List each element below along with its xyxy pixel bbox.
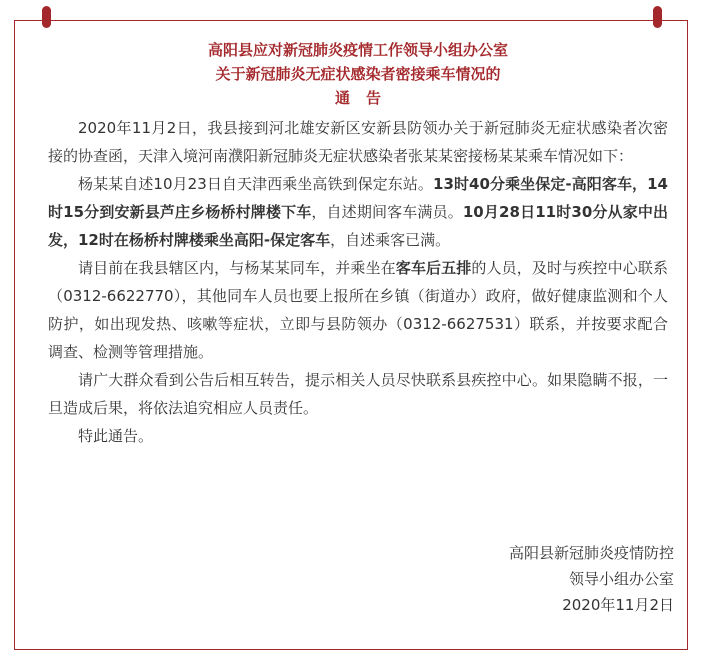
signature-block: [509, 540, 674, 618]
frame-pin-right: [653, 6, 662, 28]
p2-text-e: ，自述乘客已满。: [330, 231, 451, 249]
p3-text-a: 请目前在我县辖区内，与杨某某同车，并乘坐在: [78, 259, 396, 277]
p2-text-c: ，自述期间客车满员。: [311, 203, 463, 221]
signature-org-1: 高阳县新冠肺炎疫情防控: [508, 544, 674, 562]
title-notice: 通告: [334, 89, 397, 107]
title-line-1: 高阳县应对新冠肺炎疫情工作领导小组办公室: [207, 41, 508, 59]
paragraph-2: [48, 170, 668, 254]
p2-bold-b: 13时40分乘坐保定-高阳客车，14时15分到安新县芦庄乡杨桥村牌楼下车: [48, 175, 668, 221]
notice-content: [48, 38, 668, 450]
signature-org-2: 领导小组办公室: [568, 570, 674, 588]
signature-date: 2020年11月2日: [562, 596, 674, 614]
paragraph-5: 特此通告。: [78, 427, 154, 445]
p3-bold-b: 客车后五排: [395, 259, 472, 277]
p2-bold-d: 10月28日11时30分从家中出发，12时在杨桥村牌楼乘坐高阳-保定客车: [48, 203, 668, 249]
p2-text-a: 杨某某自述10月23日自天津西乘坐高铁到保定东站。: [78, 175, 434, 193]
frame-pin-left: [42, 6, 51, 28]
paragraph-4: 请广大群众看到公告后相互转告，提示相关人员尽快联系县疾控中心。如果隐瞒不报，一旦造成后果，将依法追究相应人员责任。: [48, 371, 668, 417]
title-line-2: 关于新冠肺炎无症状感染者密接乘车情况的: [215, 65, 501, 83]
paragraph-3: [48, 254, 668, 366]
p3-text-c: 的人员，及时与疾控中心联系（0312-6622770），其他同车人员也要上报所在乡镇（街道办）政府，做好健康监测和个人防护，如出现发热、咳嗽等症状，立即与县防领办（0312-6627531）联系，并按要求配合调查、检测等管理措施。: [48, 259, 668, 361]
paragraph-1: 2020年11月2日，我县接到河北雄安新区安新县防领办关于新冠肺炎无症状感染者次密接的协查函，天津入境河南濮阳新冠肺炎无症状感染者张某某密接杨某某乘车情况如下：: [48, 119, 668, 165]
